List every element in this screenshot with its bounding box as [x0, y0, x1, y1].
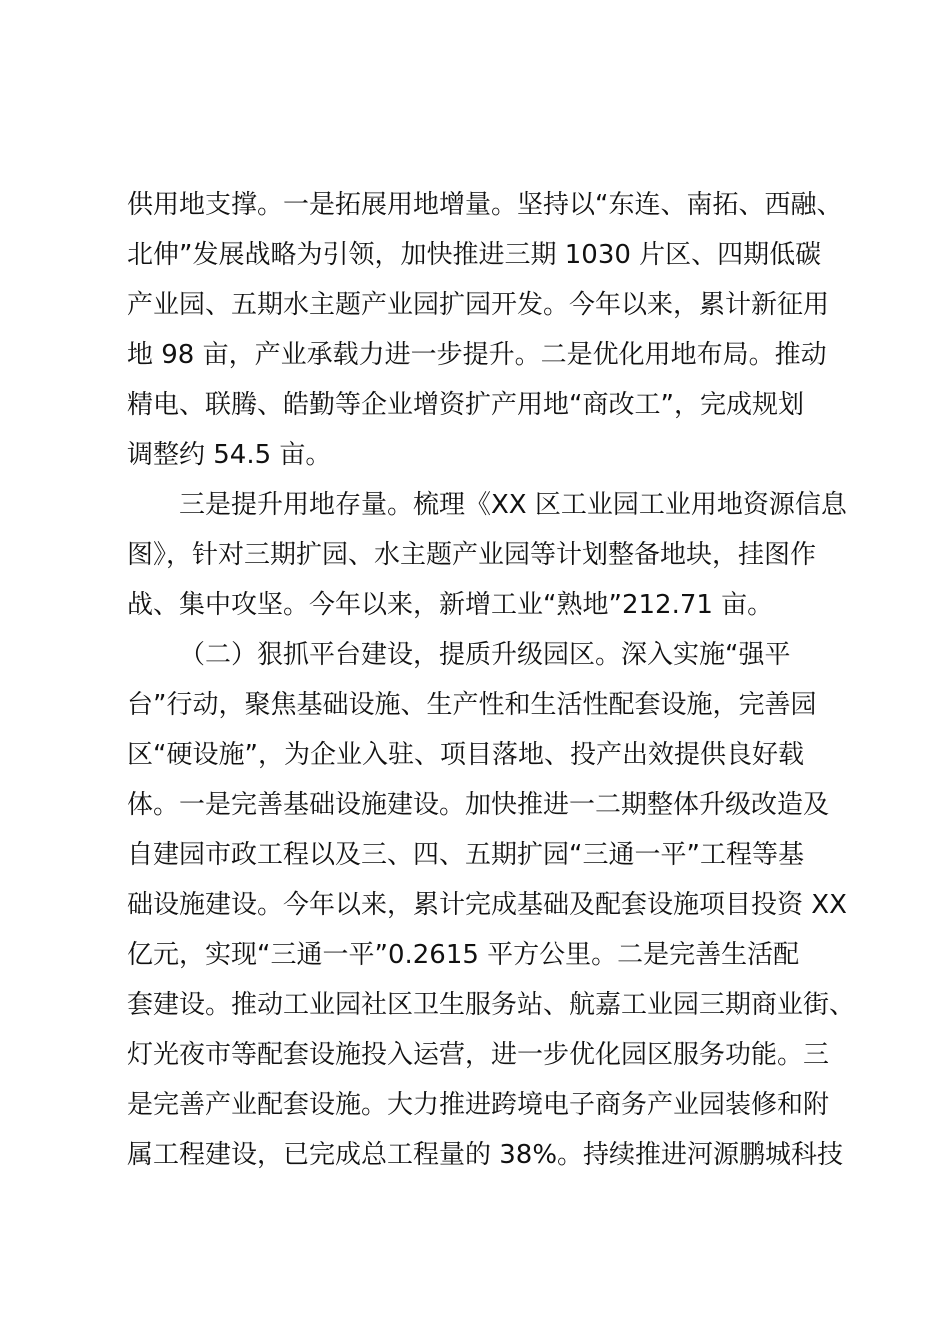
text-line: 础设施建设。今年以来，累计完成基础及配套设施项目投资 XX	[127, 890, 847, 920]
text-line: 产业园、五期水主题产业园扩园开发。今年以来，累计新征用	[127, 290, 830, 320]
section-heading-line: （二）狠抓平台建设，提质升级园区。深入实施“强平	[179, 640, 791, 670]
text-line: 台”行动，聚焦基础设施、生产性和生活性配套设施，完善园	[127, 690, 817, 720]
text-line: 套建设。推动工业园社区卫生服务站、航嘉工业园三期商业街、	[127, 990, 856, 1020]
text-line: 图》，针对三期扩园、水主题产业园等计划整备地块，挂图作	[127, 540, 817, 570]
text-line: 战、集中攻坚。今年以来，新增工业“熟地”212.71 亩。	[127, 590, 774, 620]
text-line: 北伸”发展战略为引领，加快推进三期 1030 片区、四期低碳	[127, 240, 822, 270]
text-line: 属工程建设，已完成总工程量的 38%。持续推进河源鹏城科技	[127, 1140, 844, 1170]
text-line: 精电、联腾、皓勤等企业增资扩产用地“商改工”，完成规划	[127, 390, 804, 420]
text-line: 是完善产业配套设施。大力推进跨境电子商务产业园装修和附	[127, 1090, 830, 1120]
text-line: 地 98 亩，产业承载力进一步提升。二是优化用地布局。推动	[127, 340, 827, 370]
body-text	[127, 180, 856, 1180]
text-line: 灯光夜市等配套设施投入运营，进一步优化园区服务功能。三	[127, 1040, 830, 1070]
paragraph-first-line: 三是提升用地存量。梳理《XX 区工业园工业用地资源信息	[179, 490, 847, 520]
text-line: 调整约 54.5 亩。	[127, 440, 332, 470]
text-line: 亿元，实现“三通一平”0.2615 平方公里。二是完善生活配	[127, 940, 800, 970]
text-line: 区“硬设施”，为企业入驻、项目落地、投产出效提供良好载	[127, 740, 804, 770]
text-line: 自建园市政工程以及三、四、五期扩园“三通一平”工程等基	[127, 840, 804, 870]
text-line: 体。一是完善基础设施建设。加快推进一二期整体升级改造及	[127, 790, 830, 820]
text-line: 供用地支撑。一是拓展用地增量。坚持以“东连、南拓、西融、	[127, 190, 843, 220]
